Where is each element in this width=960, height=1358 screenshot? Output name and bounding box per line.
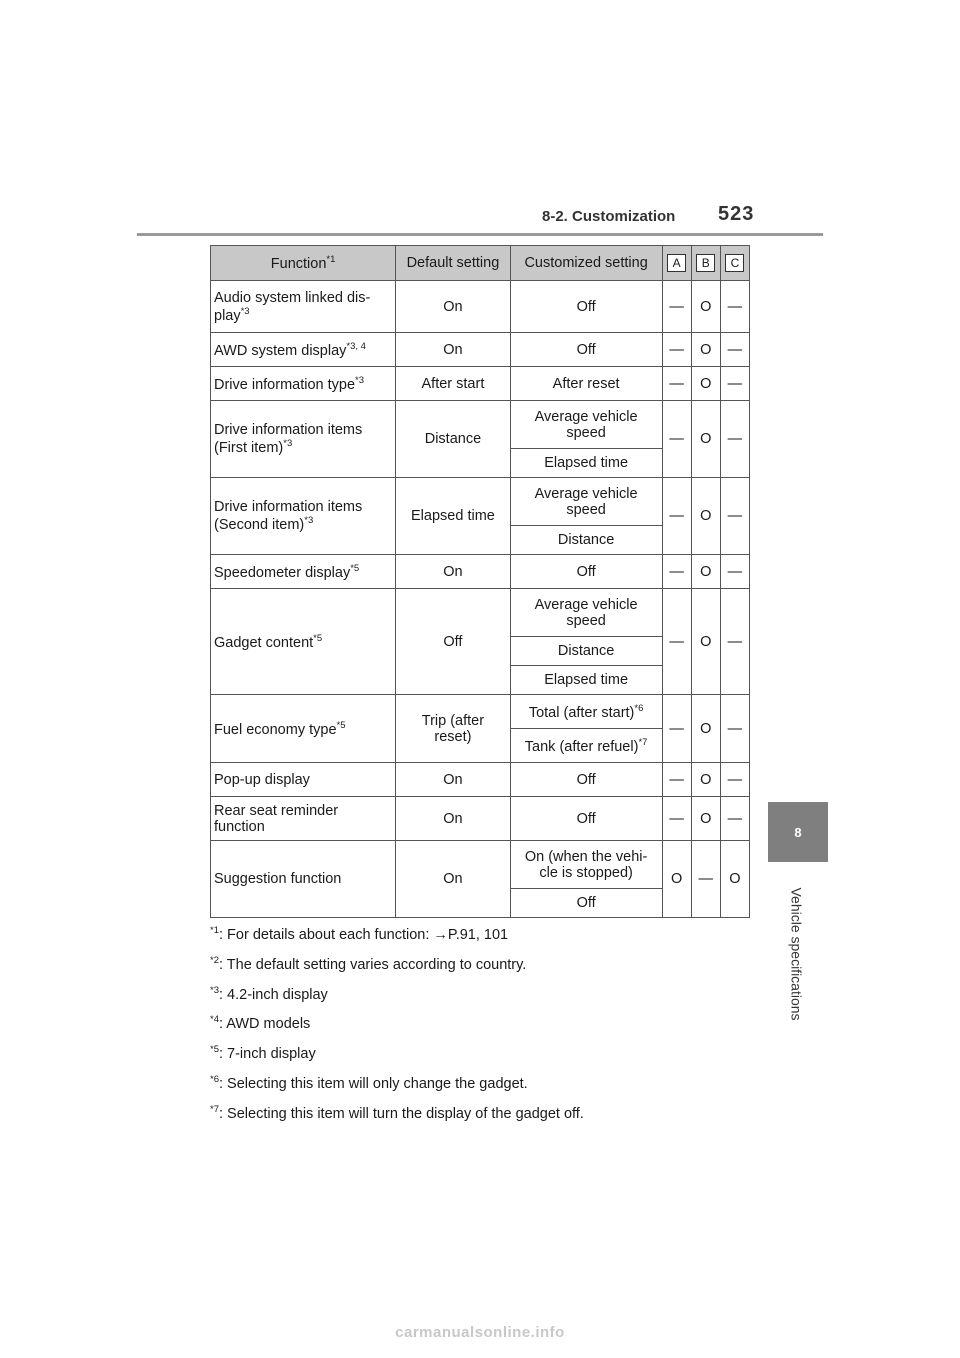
function-note: *3, 4 <box>346 340 366 352</box>
mark-c-cell: — <box>720 797 749 841</box>
function-cell <box>211 367 396 401</box>
header-a: A <box>662 246 691 281</box>
footnote-item <box>210 918 770 948</box>
customized-setting-cell: Distance <box>510 637 662 666</box>
function-cell <box>211 763 396 797</box>
default-setting-cell: On <box>396 763 510 797</box>
function-name: Rear seat reminder function <box>214 802 339 835</box>
table-row <box>211 695 750 729</box>
chapter-title: Vehicle specifications <box>789 887 806 1021</box>
footnote-mark: *3 <box>210 984 219 996</box>
mark-a-cell: — <box>662 478 691 555</box>
function-cell <box>211 281 396 333</box>
footnote-text: : Selecting this item will only change the gadget. <box>218 1075 528 1092</box>
mark-c-cell: O <box>720 841 749 918</box>
customized-setting-cell: Elapsed time <box>510 449 662 478</box>
mark-c-cell: — <box>720 333 749 367</box>
footnote-mark: *2 <box>210 954 219 966</box>
customized-setting-cell: Average vehicle speed <box>510 401 662 449</box>
function-cell <box>211 333 396 367</box>
table-row <box>211 367 750 401</box>
table-header-row <box>211 246 750 281</box>
function-name: Audio system linked dis- play <box>214 289 371 324</box>
mark-b-cell: O <box>691 367 720 401</box>
page-number: 523 <box>718 203 755 225</box>
function-name: Drive information items (Second item) <box>214 499 363 533</box>
mark-a-cell: — <box>662 367 691 401</box>
mark-c-cell: — <box>720 281 749 333</box>
function-note: *3 <box>240 305 250 317</box>
mark-b-cell: O <box>691 763 720 797</box>
mark-a-cell: — <box>662 589 691 695</box>
table-row <box>211 841 750 889</box>
mark-a-cell: — <box>662 797 691 841</box>
mark-c-cell: — <box>720 589 749 695</box>
footnote-mark: *6 <box>210 1074 219 1086</box>
customized-setting-cell: Off <box>510 555 662 589</box>
function-cell <box>211 401 396 478</box>
footnote-item <box>210 1037 770 1067</box>
mark-b-cell: O <box>691 401 720 478</box>
mark-b-cell: O <box>691 555 720 589</box>
footnote-item <box>210 1007 770 1037</box>
footnote-mark: *7 <box>210 1103 219 1115</box>
mark-b-cell: O <box>691 333 720 367</box>
function-cell <box>211 841 396 918</box>
function-cell <box>211 478 396 555</box>
function-name: AWD system display <box>214 342 347 359</box>
customized-setting-cell: Off <box>510 889 662 918</box>
function-cell <box>211 695 396 763</box>
customized-setting-cell: After reset <box>510 367 662 401</box>
mark-a-cell: — <box>662 281 691 333</box>
mark-c-cell: — <box>720 367 749 401</box>
function-note: *5 <box>313 632 323 644</box>
footnote-text: : AWD models <box>218 1016 311 1033</box>
footnote-item <box>210 1067 770 1097</box>
watermark: carmanualsonline.info <box>395 1324 565 1341</box>
customized-setting-cell: Total (after start)$^{*6}$ <box>510 695 662 729</box>
customized-setting-cell: Distance <box>510 526 662 555</box>
mark-b-cell: O <box>691 478 720 555</box>
footnote-text: : The default setting varies according to country. <box>218 956 527 973</box>
customized-setting-cell: Average vehicle speed <box>510 589 662 637</box>
default-setting-cell: On <box>396 841 510 918</box>
mark-c-cell: — <box>720 763 749 797</box>
function-name: Drive information items (First item) <box>214 422 363 456</box>
table-row <box>211 478 750 526</box>
mark-b-cell: — <box>691 841 720 918</box>
table-row <box>211 401 750 449</box>
footnote-item <box>210 978 770 1008</box>
default-setting-cell: On <box>396 555 510 589</box>
mark-b-cell: O <box>691 281 720 333</box>
function-note: *3 <box>355 374 365 386</box>
function-note: *3 <box>283 438 293 450</box>
customized-setting-cell: Elapsed time <box>510 666 662 695</box>
mark-b-cell: O <box>691 589 720 695</box>
mark-b-cell: O <box>691 695 720 763</box>
customized-setting-note: *6 <box>634 702 644 714</box>
mark-c-cell: — <box>720 695 749 763</box>
footnote-text: : 7-inch display <box>218 1046 316 1063</box>
mark-a-cell: — <box>662 333 691 367</box>
customized-setting-note: *7 <box>638 736 648 748</box>
default-setting-cell: After start <box>396 367 510 401</box>
function-name: Pop-up display <box>214 771 310 788</box>
function-note: *5 <box>336 719 346 731</box>
table-row <box>211 589 750 637</box>
customized-setting-cell: Tank (after refuel)$^{*7}$ <box>510 729 662 763</box>
table-body <box>211 281 750 918</box>
function-name: Fuel economy type <box>214 721 337 738</box>
function-cell <box>211 797 396 841</box>
header-default-setting: Default setting <box>396 246 510 281</box>
mark-a-cell: O <box>662 841 691 918</box>
function-name: Gadget content <box>214 634 314 651</box>
header-function: Function$^{*1}$ <box>211 246 396 281</box>
function-cell <box>211 589 396 695</box>
header-rule <box>137 233 823 236</box>
chapter-tab: 8 <box>768 802 828 862</box>
footnote-item <box>210 1097 770 1127</box>
footnote-mark: *4 <box>210 1014 219 1026</box>
default-setting-cell: Distance <box>396 401 510 478</box>
customization-table <box>210 245 750 918</box>
table-row <box>211 333 750 367</box>
mark-a-cell: — <box>662 763 691 797</box>
table-row <box>211 763 750 797</box>
function-name: Speedometer display <box>214 564 351 581</box>
function-note: *3 <box>304 515 314 527</box>
function-note: *5 <box>350 562 360 574</box>
default-setting-cell: On <box>396 333 510 367</box>
function-name: Suggestion function <box>214 871 342 887</box>
customized-setting-cell: On (when the vehi- cle is stopped) <box>510 841 662 889</box>
mark-a-cell: — <box>662 695 691 763</box>
customized-setting-cell: Average vehicle speed <box>510 478 662 526</box>
footnotes <box>210 918 770 1127</box>
mark-c-cell: — <box>720 555 749 589</box>
function-cell <box>211 555 396 589</box>
customized-setting-cell: Off <box>510 333 662 367</box>
mark-c-cell: — <box>720 478 749 555</box>
table-row <box>211 555 750 589</box>
table-row <box>211 281 750 333</box>
customized-setting-cell: Off <box>510 797 662 841</box>
default-setting-cell: On <box>396 281 510 333</box>
default-setting-cell: Elapsed time <box>396 478 510 555</box>
footnote-mark: *5 <box>210 1044 219 1056</box>
footnote-text: : For details about each function: →P.91, 101 <box>218 926 509 943</box>
footnote-item <box>210 948 770 978</box>
default-setting-cell: On <box>396 797 510 841</box>
footnote-mark: *1 <box>210 925 219 936</box>
section-title: 8-2. Customization <box>542 208 676 225</box>
mark-a-cell: — <box>662 555 691 589</box>
customized-setting-cell: Off <box>510 281 662 333</box>
table-row <box>211 797 750 841</box>
mark-a-cell: — <box>662 401 691 478</box>
customized-setting-cell: Off <box>510 763 662 797</box>
footnote-text: : 4.2-inch display <box>218 986 328 1003</box>
default-setting-cell: Off <box>396 589 510 695</box>
header-b: B <box>691 246 720 281</box>
footnote-text: : Selecting this item will turn the display of the gadget off. <box>218 1105 584 1122</box>
mark-b-cell: O <box>691 797 720 841</box>
header-customized-setting: Customized setting <box>510 246 662 281</box>
mark-c-cell: — <box>720 401 749 478</box>
function-name: Drive information type <box>214 376 356 393</box>
header-c: C <box>720 246 749 281</box>
default-setting-cell: Trip (after reset) <box>396 695 510 763</box>
